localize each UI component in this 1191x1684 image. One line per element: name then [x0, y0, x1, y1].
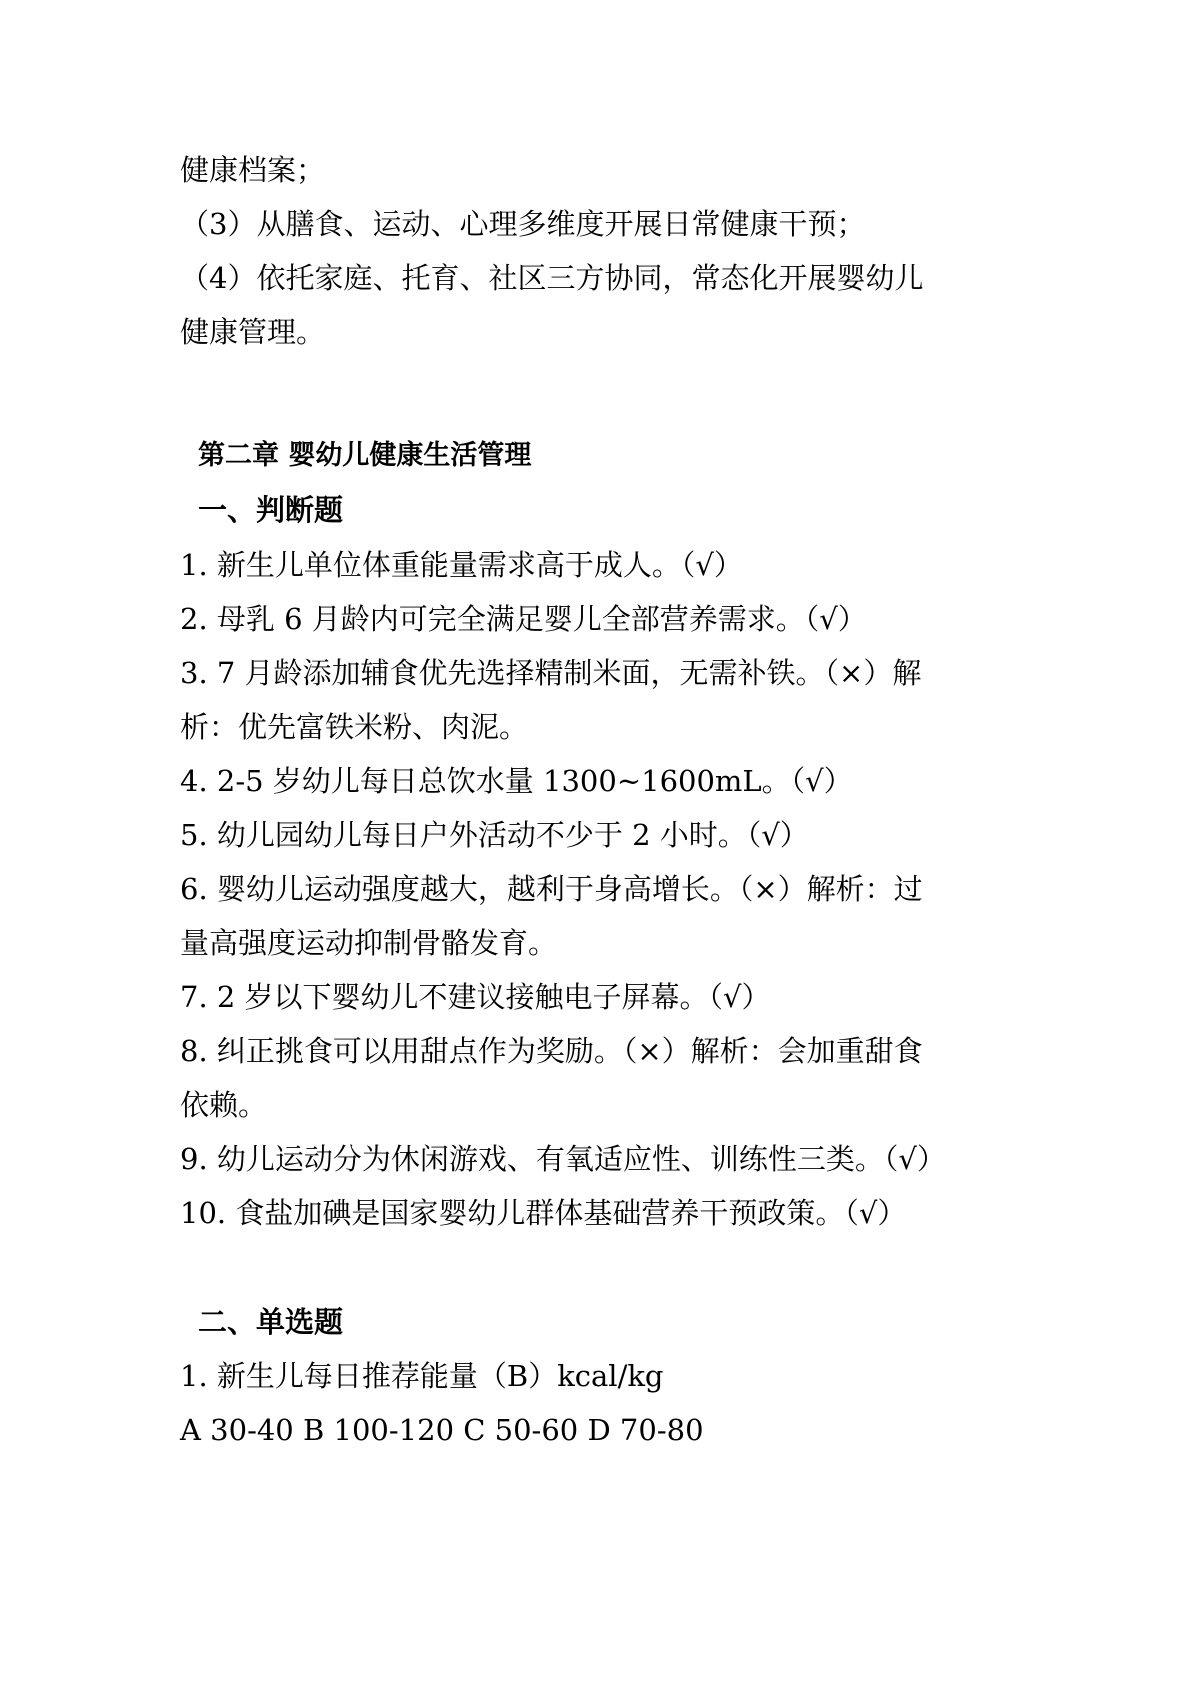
question-line: 析：优先富铁米粉、肉泥。 — [180, 710, 529, 744]
section-heading-single-choice: 二、单选题 — [198, 1305, 344, 1339]
question-line: 1. 新生儿单位体重能量需求高于成人。（√） — [180, 548, 743, 582]
question-line: 7. 2 岁以下婴幼儿不建议接触电子屏幕。（√） — [180, 980, 771, 1014]
question-line: 10. 食盐加碘是国家婴幼儿群体基础营养干预政策。（√） — [180, 1196, 907, 1230]
intro-line: 健康管理。 — [180, 315, 326, 349]
question-line: 6. 婴幼儿运动强度越大，越利于身高增长。（×）解析：过 — [180, 872, 923, 906]
question-line: 9. 幼儿运动分为休闲游戏、有氧适应性、训练性三类。（√） — [180, 1142, 946, 1176]
options-line: A 30-40 B 100-120 C 50-60 D 70-80 — [180, 1413, 704, 1447]
question-line: 5. 幼儿园幼儿每日户外活动不少于 2 小时。（√） — [180, 818, 809, 852]
question-line: 1. 新生儿每日推荐能量（B）kcal/kg — [180, 1359, 664, 1393]
intro-line: （3）从膳食、运动、心理多维度开展日常健康干预； — [180, 207, 866, 241]
intro-line: （4）依托家庭、托育、社区三方协同，常态化开展婴幼儿 — [180, 261, 924, 295]
question-line: 4. 2-5 岁幼儿每日总饮水量 1300~1600mL。（√） — [180, 764, 853, 798]
section-heading-true-false: 一、判断题 — [198, 493, 344, 527]
question-line: 3. 7 月龄添加辅食优先选择精制米面，无需补铁。（×）解 — [180, 656, 922, 690]
intro-line: 健康档案； — [180, 153, 326, 187]
question-line: 依赖。 — [180, 1088, 268, 1122]
chapter-title: 第二章 婴幼儿健康生活管理 — [198, 440, 532, 471]
question-line: 8. 纠正挑食可以用甜点作为奖励。（×）解析：会加重甜食 — [180, 1034, 923, 1068]
question-line: 量高强度运动抑制骨骼发育。 — [180, 926, 558, 960]
question-line: 2. 母乳 6 月龄内可完全满足婴儿全部营养需求。（√） — [180, 602, 867, 636]
